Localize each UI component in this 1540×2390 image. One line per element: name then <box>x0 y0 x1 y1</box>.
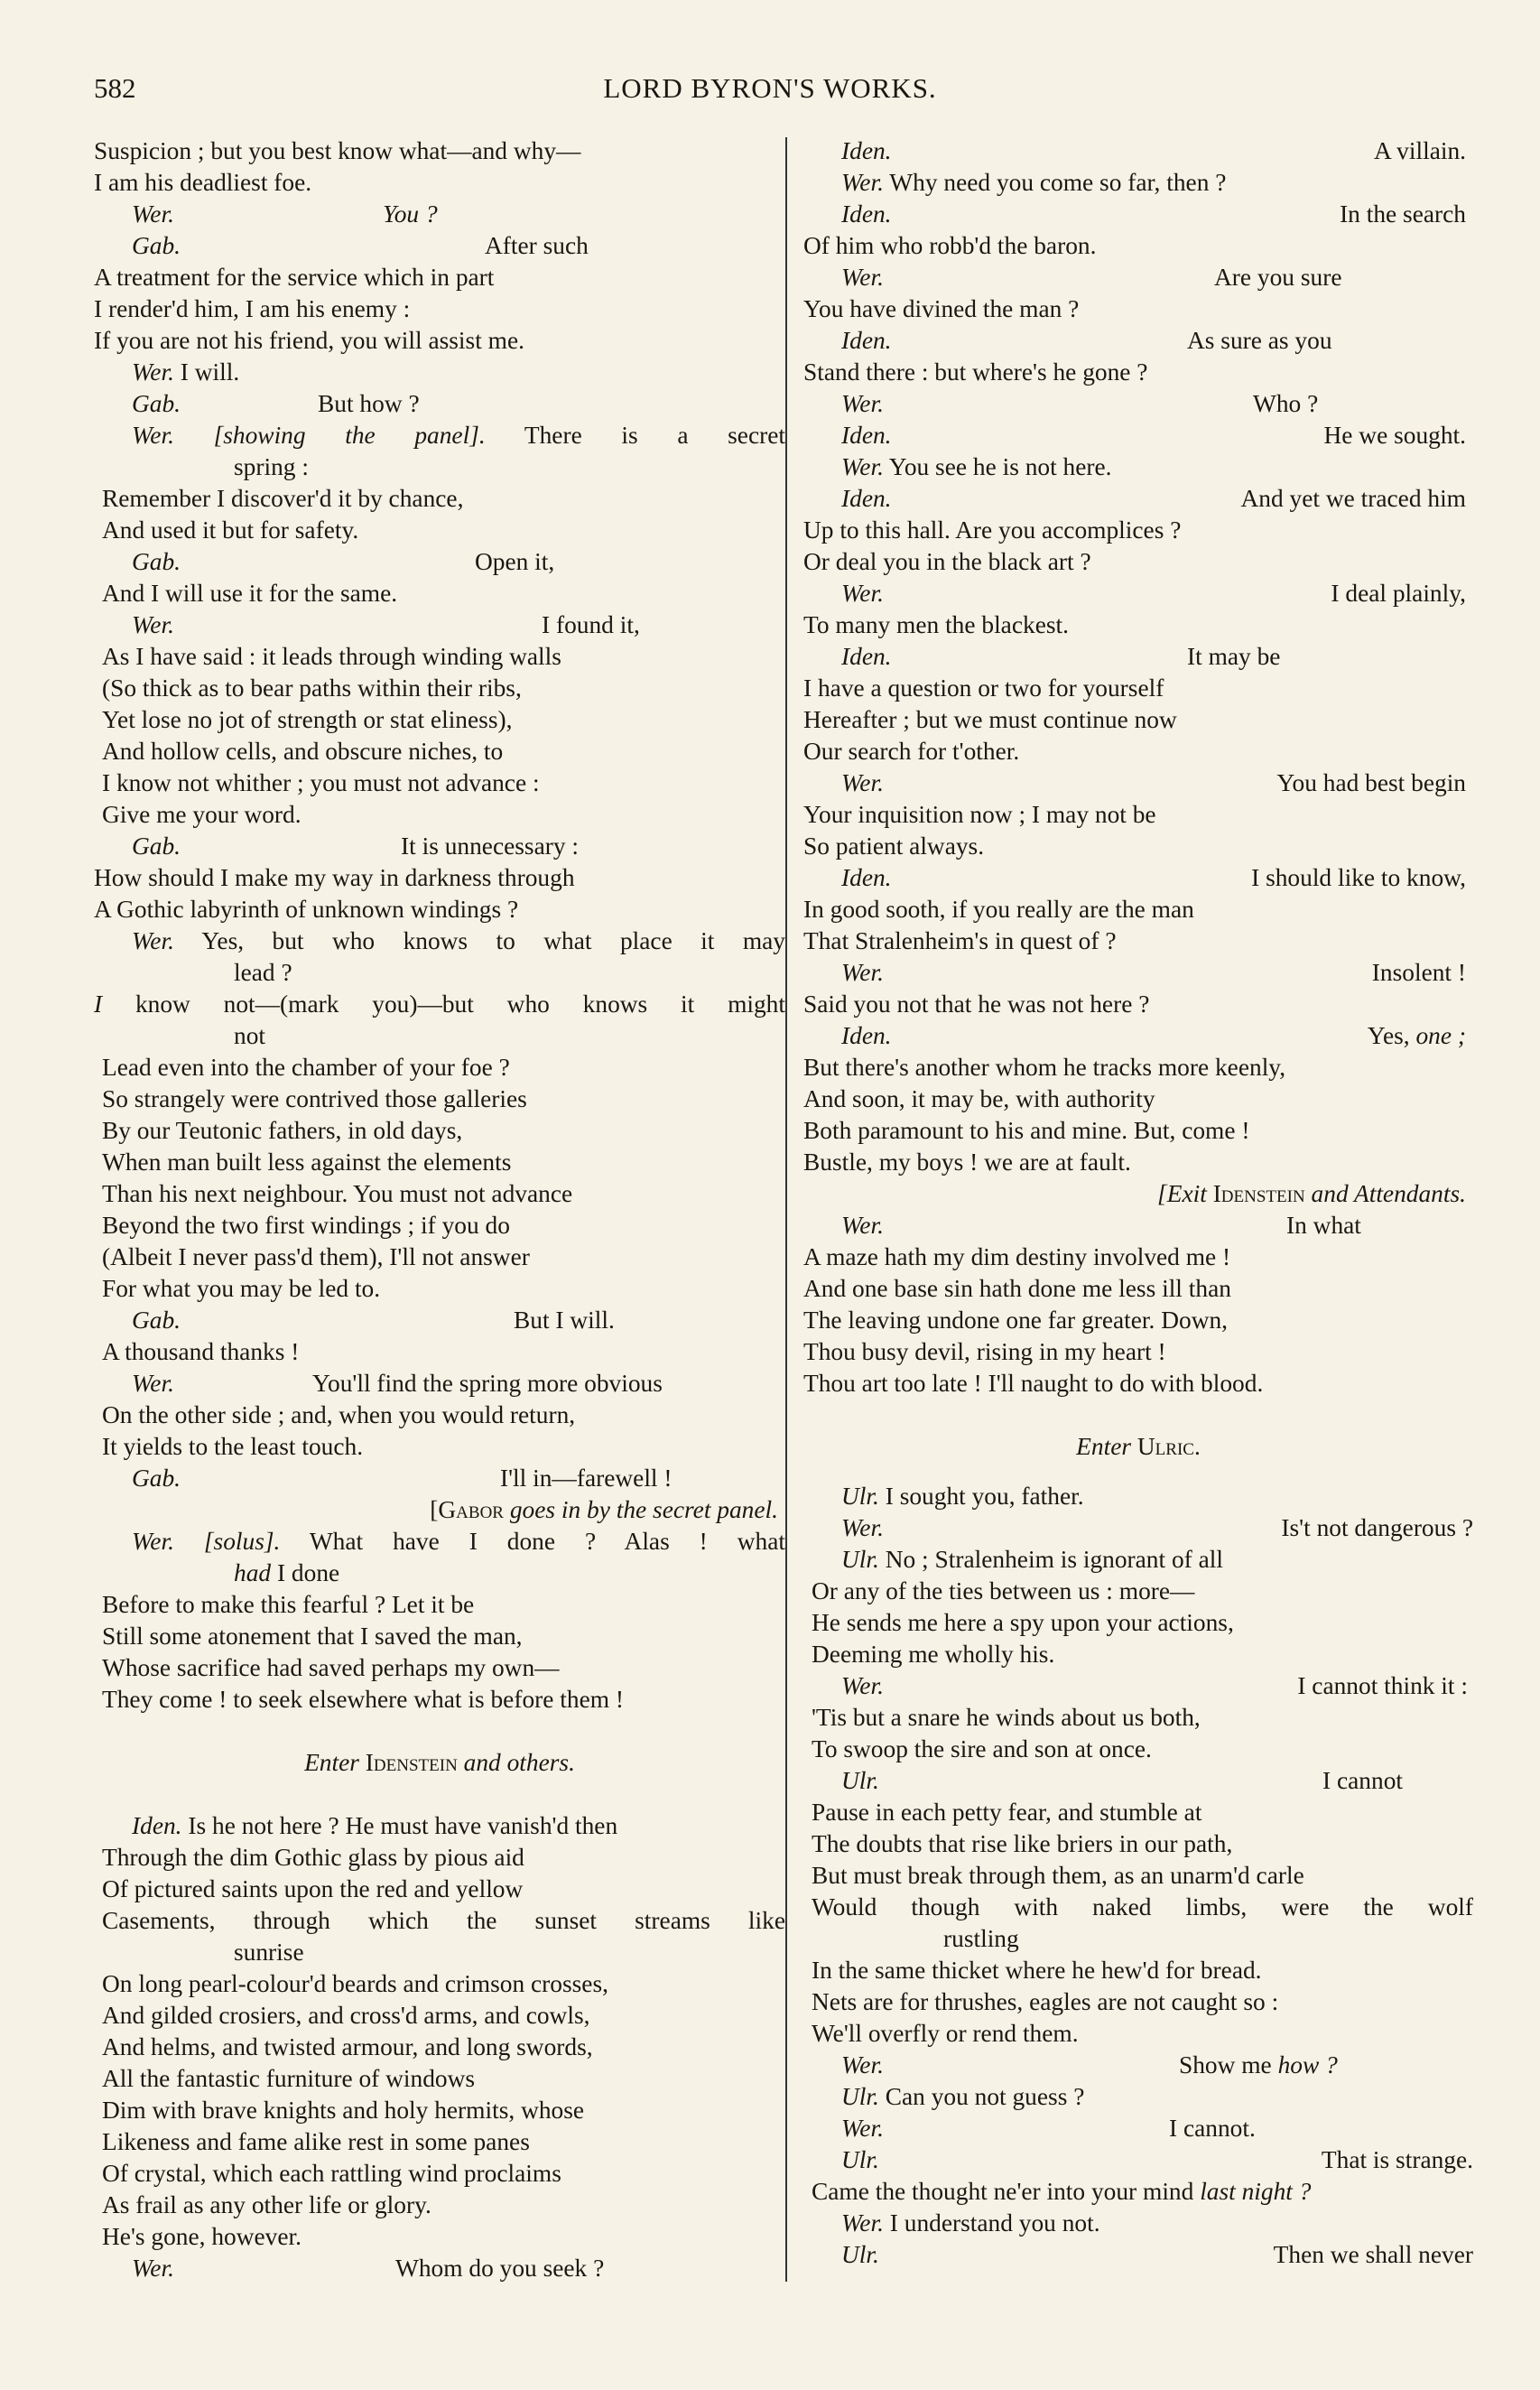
verse-line: All the fantastic furniture of windows <box>102 2065 476 2092</box>
speech-text <box>1368 1020 1466 1052</box>
speaker-label: Gab. <box>132 1307 181 1334</box>
verse-line: He's gone, however. <box>102 2223 302 2250</box>
verse-line <box>94 609 785 641</box>
stage-direction: [solus]. <box>203 1528 281 1555</box>
verse-line: not <box>234 1022 266 1049</box>
verse-line: Thou busy devil, rising in my heart ! <box>803 1338 1166 1365</box>
verse-line: In good sooth, if you really are the man <box>803 896 1194 923</box>
speaker-label: Gab. <box>132 1465 181 1492</box>
speaker-label: Ulr. <box>841 1767 879 1794</box>
verse-line: When man built less against the elements <box>102 1149 512 1176</box>
verse-line: So patient always. <box>803 832 985 860</box>
spacer <box>94 1779 785 1810</box>
verse-line <box>803 1765 1473 1797</box>
verse-line: And hollow cells, and obscure niches, to <box>102 738 504 765</box>
speaker-label: Ulr. <box>841 2146 879 2173</box>
verse-line: The leaving undone one far greater. Down, <box>803 1307 1229 1334</box>
speech-text-emphasis: how ? <box>1277 2051 1338 2078</box>
speaker-label: Wer. <box>132 611 174 638</box>
verse-line <box>803 2144 1473 2176</box>
speaker-label: Wer. <box>841 264 884 291</box>
stage-direction-text: and Attendants. <box>1311 1180 1466 1207</box>
verse-line: And gilded crosiers, and cross'd arms, and cowls, <box>102 2002 590 2029</box>
verse-line: Through the dim Gothic glass by pious aid <box>102 1844 524 1871</box>
speech-text: It is unnecessary : <box>401 832 580 860</box>
speech-text: In the search <box>1340 200 1466 228</box>
verse-line <box>803 451 1473 483</box>
verse-line: Give me your word. <box>102 801 302 828</box>
speech-text: I cannot think it : <box>1297 1672 1468 1699</box>
verse-line <box>94 1810 785 1842</box>
speaker-label: Ulr. <box>841 2083 879 2110</box>
speaker-label: Wer. <box>132 1528 174 1555</box>
verse-line: spring : <box>234 453 309 480</box>
verse-line: That Stralenheim's in quest of ? <box>803 927 1117 954</box>
speech-text: You see he is not here. <box>888 453 1112 480</box>
verse-line <box>94 357 785 388</box>
speech-text: He we sought. <box>1323 422 1466 449</box>
verse-line <box>803 1481 1473 1512</box>
verse-line: A thousand thanks ! <box>102 1338 300 1365</box>
verse-line <box>803 262 1473 293</box>
verse-line <box>803 1020 1473 1052</box>
speaker-label: Wer. <box>841 769 884 796</box>
speaker-label: Iden. <box>841 137 892 164</box>
verse-line: For what you may be led to. <box>102 1275 381 1302</box>
speaker-label: Wer. <box>132 200 174 228</box>
speech-text: had <box>234 1559 272 1586</box>
verse-line: Lead even into the chamber of your foe ? <box>102 1054 510 1081</box>
stage-direction-exit: [Exit <box>1157 1180 1207 1207</box>
speech-text: I sought you, father. <box>885 1483 1084 1510</box>
scene-enter: Enter <box>304 1749 359 1776</box>
speech-text: Is't not dangerous ? <box>1281 1514 1473 1541</box>
running-head: LORD BYRON'S WORKS. <box>603 72 937 104</box>
verse-line: And helms, and twisted armour, and long swords, <box>102 2033 593 2060</box>
speech-text: Then we shall never <box>1273 2241 1473 2268</box>
verse-line: Would though with naked limbs, were the wolf <box>812 1893 1473 1920</box>
stage-direction-name: [Gabor <box>430 1496 504 1523</box>
verse-line: I render'd him, I am his enemy : <box>94 295 411 322</box>
speaker-label: Iden. <box>841 200 892 228</box>
speech-text: What have I done ? Alas ! what <box>309 1528 785 1555</box>
speaker-label: Gab. <box>132 232 181 259</box>
speech-text: No ; Stralenheim is ignorant of all <box>885 1546 1224 1573</box>
verse-line: Yet lose no jot of strength or stat eliness), <box>102 706 513 733</box>
verse-line: To swoop the sire and son at once. <box>812 1735 1152 1762</box>
verse-line: Still some atonement that I saved the man, <box>102 1623 523 1650</box>
speech-text: As sure as you <box>1187 327 1332 354</box>
speaker-label: Gab. <box>132 548 181 575</box>
verse-line <box>803 167 1473 199</box>
verse-line <box>803 1670 1473 1702</box>
speech-text: Yes, but who knows to what place it may <box>201 927 785 954</box>
speech-text: Why need you come so far, then ? <box>889 169 1227 196</box>
speaker-label: Wer. <box>841 580 884 607</box>
right-column <box>803 135 1473 2271</box>
speaker-label: Wer. <box>132 1370 174 1397</box>
speech-text: After such <box>485 232 589 259</box>
verse-line: We'll overfly or rend them. <box>812 2020 1079 2047</box>
verse-line: A Gothic labyrinth of unknown windings ? <box>94 896 519 923</box>
speaker-label: Gab. <box>132 832 181 860</box>
verse-line: Remember I discover'd it by chance, <box>102 485 464 512</box>
verse-line: I have a question or two for yourself <box>803 674 1164 702</box>
speech-text-part: Yes, <box>1367 1022 1410 1049</box>
speaker-label: Iden. <box>841 643 892 670</box>
speech-text: A villain. <box>1374 137 1466 164</box>
verse-line <box>803 135 1473 167</box>
speech-text: Who ? <box>1253 390 1319 417</box>
verse-line: As frail as any other life or glory. <box>102 2191 431 2218</box>
verse-line: Of crystal, which each rattling wind proclaims <box>102 2160 561 2187</box>
verse-line: 'Tis but a snare he winds about us both, <box>812 1704 1201 1731</box>
speaker-label: Wer. <box>132 422 174 449</box>
verse-line <box>803 2113 1473 2144</box>
verse-line: Both paramount to his and mine. But, come ! <box>803 1117 1250 1144</box>
scene-heading <box>94 1747 785 1779</box>
speaker-label: Wer. <box>132 358 174 386</box>
speech-text: I cannot <box>1322 1767 1403 1794</box>
verse-line <box>803 2208 1473 2239</box>
verse-line <box>94 989 785 1020</box>
stage-direction-text: goes in by the secret panel. <box>509 1496 778 1523</box>
verse-line: Likeness and fame alike rest in some panes <box>102 2128 530 2155</box>
speaker-label: Wer. <box>132 2255 174 2282</box>
verse-line <box>803 2050 1473 2081</box>
speech-text: But how ? <box>318 390 420 417</box>
verse-line: But must break through them, as an unarm'd carle <box>812 1862 1304 1889</box>
speaker-label: Iden. <box>841 1022 892 1049</box>
verse-line: On long pearl-colour'd beards and crimson crosses, <box>102 1970 608 1997</box>
speaker-label: Iden. <box>841 485 892 512</box>
speech-text: I deal plainly, <box>1331 580 1466 607</box>
page-number: 582 <box>94 72 136 104</box>
verse-line <box>94 388 785 420</box>
verse-line <box>94 1305 785 1336</box>
scene-enter: Enter <box>1076 1433 1132 1460</box>
verse-line: Of pictured saints upon the red and yellow <box>102 1875 524 1902</box>
verse-line: Before to make this fearful ? Let it be <box>102 1591 475 1618</box>
verse-line <box>803 1544 1473 1576</box>
verse-line: A treatment for the service which in part <box>94 264 495 291</box>
verse-line: Than his next neighbour. You must not advance <box>102 1180 573 1207</box>
verse-line <box>803 862 1473 894</box>
speech-text: I'll in—farewell ! <box>500 1465 673 1492</box>
verse-line <box>94 2253 785 2284</box>
verse-line: If you are not his friend, you will assist me. <box>94 327 524 354</box>
verse-line: But there's another whom he tracks more keenly, <box>803 1054 1286 1081</box>
speaker-label: Iden. <box>841 327 892 354</box>
scene-character: Idenstein <box>365 1749 458 1776</box>
verse-line: Up to this hall. Are you accomplices ? <box>803 516 1182 544</box>
verse-line: He sends me here a spy upon your actions, <box>812 1609 1234 1636</box>
speech-text: But I will. <box>514 1307 615 1334</box>
speech-text: Came the thought ne'er into your mind <box>812 2178 1194 2205</box>
scene-others: and others. <box>463 1749 575 1776</box>
verse-line <box>94 420 785 451</box>
speaker-label: Wer. <box>841 1212 884 1239</box>
verse-line: I am his deadliest foe. <box>94 169 312 196</box>
speaker-label: Gab. <box>132 390 181 417</box>
verse-line: And used it but for safety. <box>102 516 359 544</box>
speech-text: In what <box>1286 1212 1361 1239</box>
speech-text: You ? <box>383 200 438 228</box>
verse-line: Pause in each petty fear, and stumble at <box>812 1799 1202 1826</box>
verse-line: And I will use it for the same. <box>102 580 398 607</box>
verse-line: As I have said : it leads through winding walls <box>102 643 561 670</box>
verse-line: Thou art too late ! I'll naught to do with blood. <box>803 1370 1264 1397</box>
speech-text: Whom do you seek ? <box>395 2255 605 2282</box>
spacer <box>803 1463 1473 1481</box>
verse-line <box>94 831 785 862</box>
verse-line: Or any of the ties between us : more— <box>812 1577 1195 1604</box>
speaker-label: Wer. <box>132 927 174 954</box>
speaker-label: Wer. <box>841 453 884 480</box>
verse-line: (Albeit I never pass'd them), I'll not answer <box>102 1243 530 1270</box>
verse-line: Deeming me wholly his. <box>812 1641 1055 1668</box>
verse-line: rustling <box>943 1925 1019 1952</box>
verse-line: Suspicion ; but you best know what—and why— <box>94 137 581 164</box>
speaker-label: Ulr. <box>841 2241 879 2268</box>
verse-line: Hereafter ; but we must continue now <box>803 706 1177 733</box>
speech-text-part: Show me <box>1179 2051 1272 2078</box>
left-column <box>94 135 785 2284</box>
verse-line: How should I make my way in darkness through <box>94 864 575 891</box>
verse-line <box>803 2239 1473 2271</box>
verse-line: To many men the blackest. <box>803 611 1069 638</box>
verse-line <box>803 1210 1473 1241</box>
speech-text-emphasis: last night ? <box>1200 2178 1312 2205</box>
speaker-label: Ulr. <box>841 1483 879 1510</box>
speech-text: Open it, <box>475 548 555 575</box>
verse-line <box>803 420 1473 451</box>
speaker-label: Wer. <box>841 1672 884 1699</box>
verse-line: lead ? <box>234 959 292 986</box>
speech-text: know not—(mark you)—but who knows it might <box>135 990 785 1018</box>
speaker-label: Ulr. <box>841 1546 879 1573</box>
verse-line: And one base sin hath done me less ill than <box>803 1275 1231 1302</box>
spacer <box>94 1716 785 1747</box>
speech-text: And yet we traced him <box>1240 485 1466 512</box>
verse-line: A maze hath my dim destiny involved me ! <box>803 1243 1231 1270</box>
verse-line: sunrise <box>234 1939 304 1966</box>
verse-line: By our Teutonic fathers, in old days, <box>102 1117 463 1144</box>
verse-line: Stand there : but where's he gone ? <box>803 358 1148 386</box>
speech-text: I done <box>276 1559 340 1586</box>
speech-text: I should like to know, <box>1251 864 1466 891</box>
verse-line: Dim with brave knights and holy hermits, whose <box>102 2097 585 2124</box>
verse-line: In the same thicket where he hew'd for bread. <box>812 1957 1262 1984</box>
speech-text: Is he not here ? He must have vanish'd then <box>188 1812 618 1839</box>
verse-line <box>94 230 785 262</box>
verse-line: (So thick as to bear paths within their ribs, <box>102 674 522 702</box>
verse-line <box>94 1558 785 1589</box>
speech-text: It may be <box>1187 643 1281 670</box>
speaker-label: Wer. <box>841 1514 884 1541</box>
verse-line <box>803 483 1473 515</box>
verse-line <box>803 1512 1473 1544</box>
speech-text: That is strange. <box>1321 2146 1473 2173</box>
stage-direction <box>94 1494 785 1526</box>
speaker-label: Iden. <box>841 864 892 891</box>
verse-line: Bustle, my boys ! we are at fault. <box>803 1149 1131 1176</box>
verse-line: The doubts that rise like briers in our path, <box>812 1830 1233 1857</box>
verse-line: On the other side ; and, when you would return, <box>102 1401 576 1428</box>
verse-line <box>803 388 1473 420</box>
verse-line: Casements, through which the sunset streams like <box>102 1907 785 1934</box>
verse-line <box>94 1463 785 1494</box>
verse-line <box>803 578 1473 609</box>
spacer <box>803 1400 1473 1431</box>
scene-heading <box>803 1431 1473 1463</box>
speech-text: There is a secret <box>524 422 785 449</box>
speech-text: I understand you not. <box>889 2209 1100 2237</box>
speech-text: Can you not guess ? <box>885 2083 1085 2110</box>
speech-text: I will. <box>180 358 240 386</box>
verse-line: Said you not that he was not here ? <box>803 990 1150 1018</box>
speaker-label: Iden. <box>841 422 892 449</box>
speech-text: I <box>94 990 103 1018</box>
verse-line: Beyond the two first windings ; if you do <box>102 1212 510 1239</box>
verse-line <box>803 2176 1473 2208</box>
verse-line: Our search for t'other. <box>803 738 1020 765</box>
verse-line <box>803 641 1473 673</box>
speaker-label: Wer. <box>841 169 884 196</box>
speaker-label: Wer. <box>841 2115 884 2142</box>
verse-line <box>94 1368 785 1400</box>
stage-direction: [showing the panel]. <box>213 422 486 449</box>
verse-line <box>803 2081 1473 2113</box>
verse-line: It yields to the least touch. <box>102 1433 364 1460</box>
speech-text: I cannot. <box>1169 2115 1256 2142</box>
verse-line <box>803 957 1473 989</box>
verse-line <box>94 199 785 230</box>
verse-line: And soon, it may be, with authority <box>803 1085 1155 1112</box>
verse-line: Or deal you in the black art ? <box>803 548 1091 575</box>
verse-line <box>803 767 1473 799</box>
speech-text: I found it, <box>542 611 640 638</box>
verse-line: Your inquisition now ; I may not be <box>803 801 1156 828</box>
verse-line: I know not whither ; you must not advance : <box>102 769 540 796</box>
speaker-label: Wer. <box>841 2209 884 2237</box>
verse-line <box>94 546 785 578</box>
verse-line: So strangely were contrived those galleries <box>102 1085 527 1112</box>
verse-line: They come ! to seek elsewhere what is before them ! <box>102 1686 625 1713</box>
stage-direction-name: Idenstein <box>1212 1180 1305 1207</box>
verse-line: Of him who robb'd the baron. <box>803 232 1097 259</box>
verse-line <box>94 1526 785 1558</box>
speaker-label: Wer. <box>841 959 884 986</box>
speech-text <box>1179 2050 1338 2081</box>
verse-line: Nets are for thrushes, eagles are not caught so : <box>812 1988 1279 2015</box>
stage-direction <box>803 1178 1473 1210</box>
scene-character: Ulric. <box>1136 1433 1201 1460</box>
speech-text: You had best begin <box>1276 769 1466 796</box>
speaker-label: Wer. <box>841 390 884 417</box>
speech-text: Are you sure <box>1214 264 1342 291</box>
speaker-label: Iden. <box>132 1812 182 1839</box>
column-divider <box>785 137 787 2282</box>
verse-line <box>94 925 785 957</box>
speech-text: Insolent ! <box>1371 959 1466 986</box>
verse-line <box>803 325 1473 357</box>
verse-line: Whose sacrifice had saved perhaps my own— <box>102 1654 560 1681</box>
speaker-label: Wer. <box>841 2051 884 2078</box>
verse-line: You have divined the man ? <box>803 295 1080 322</box>
verse-line <box>803 199 1473 230</box>
speech-text: You'll find the spring more obvious <box>312 1370 663 1397</box>
speech-text-emphasis: one ; <box>1415 1022 1466 1049</box>
